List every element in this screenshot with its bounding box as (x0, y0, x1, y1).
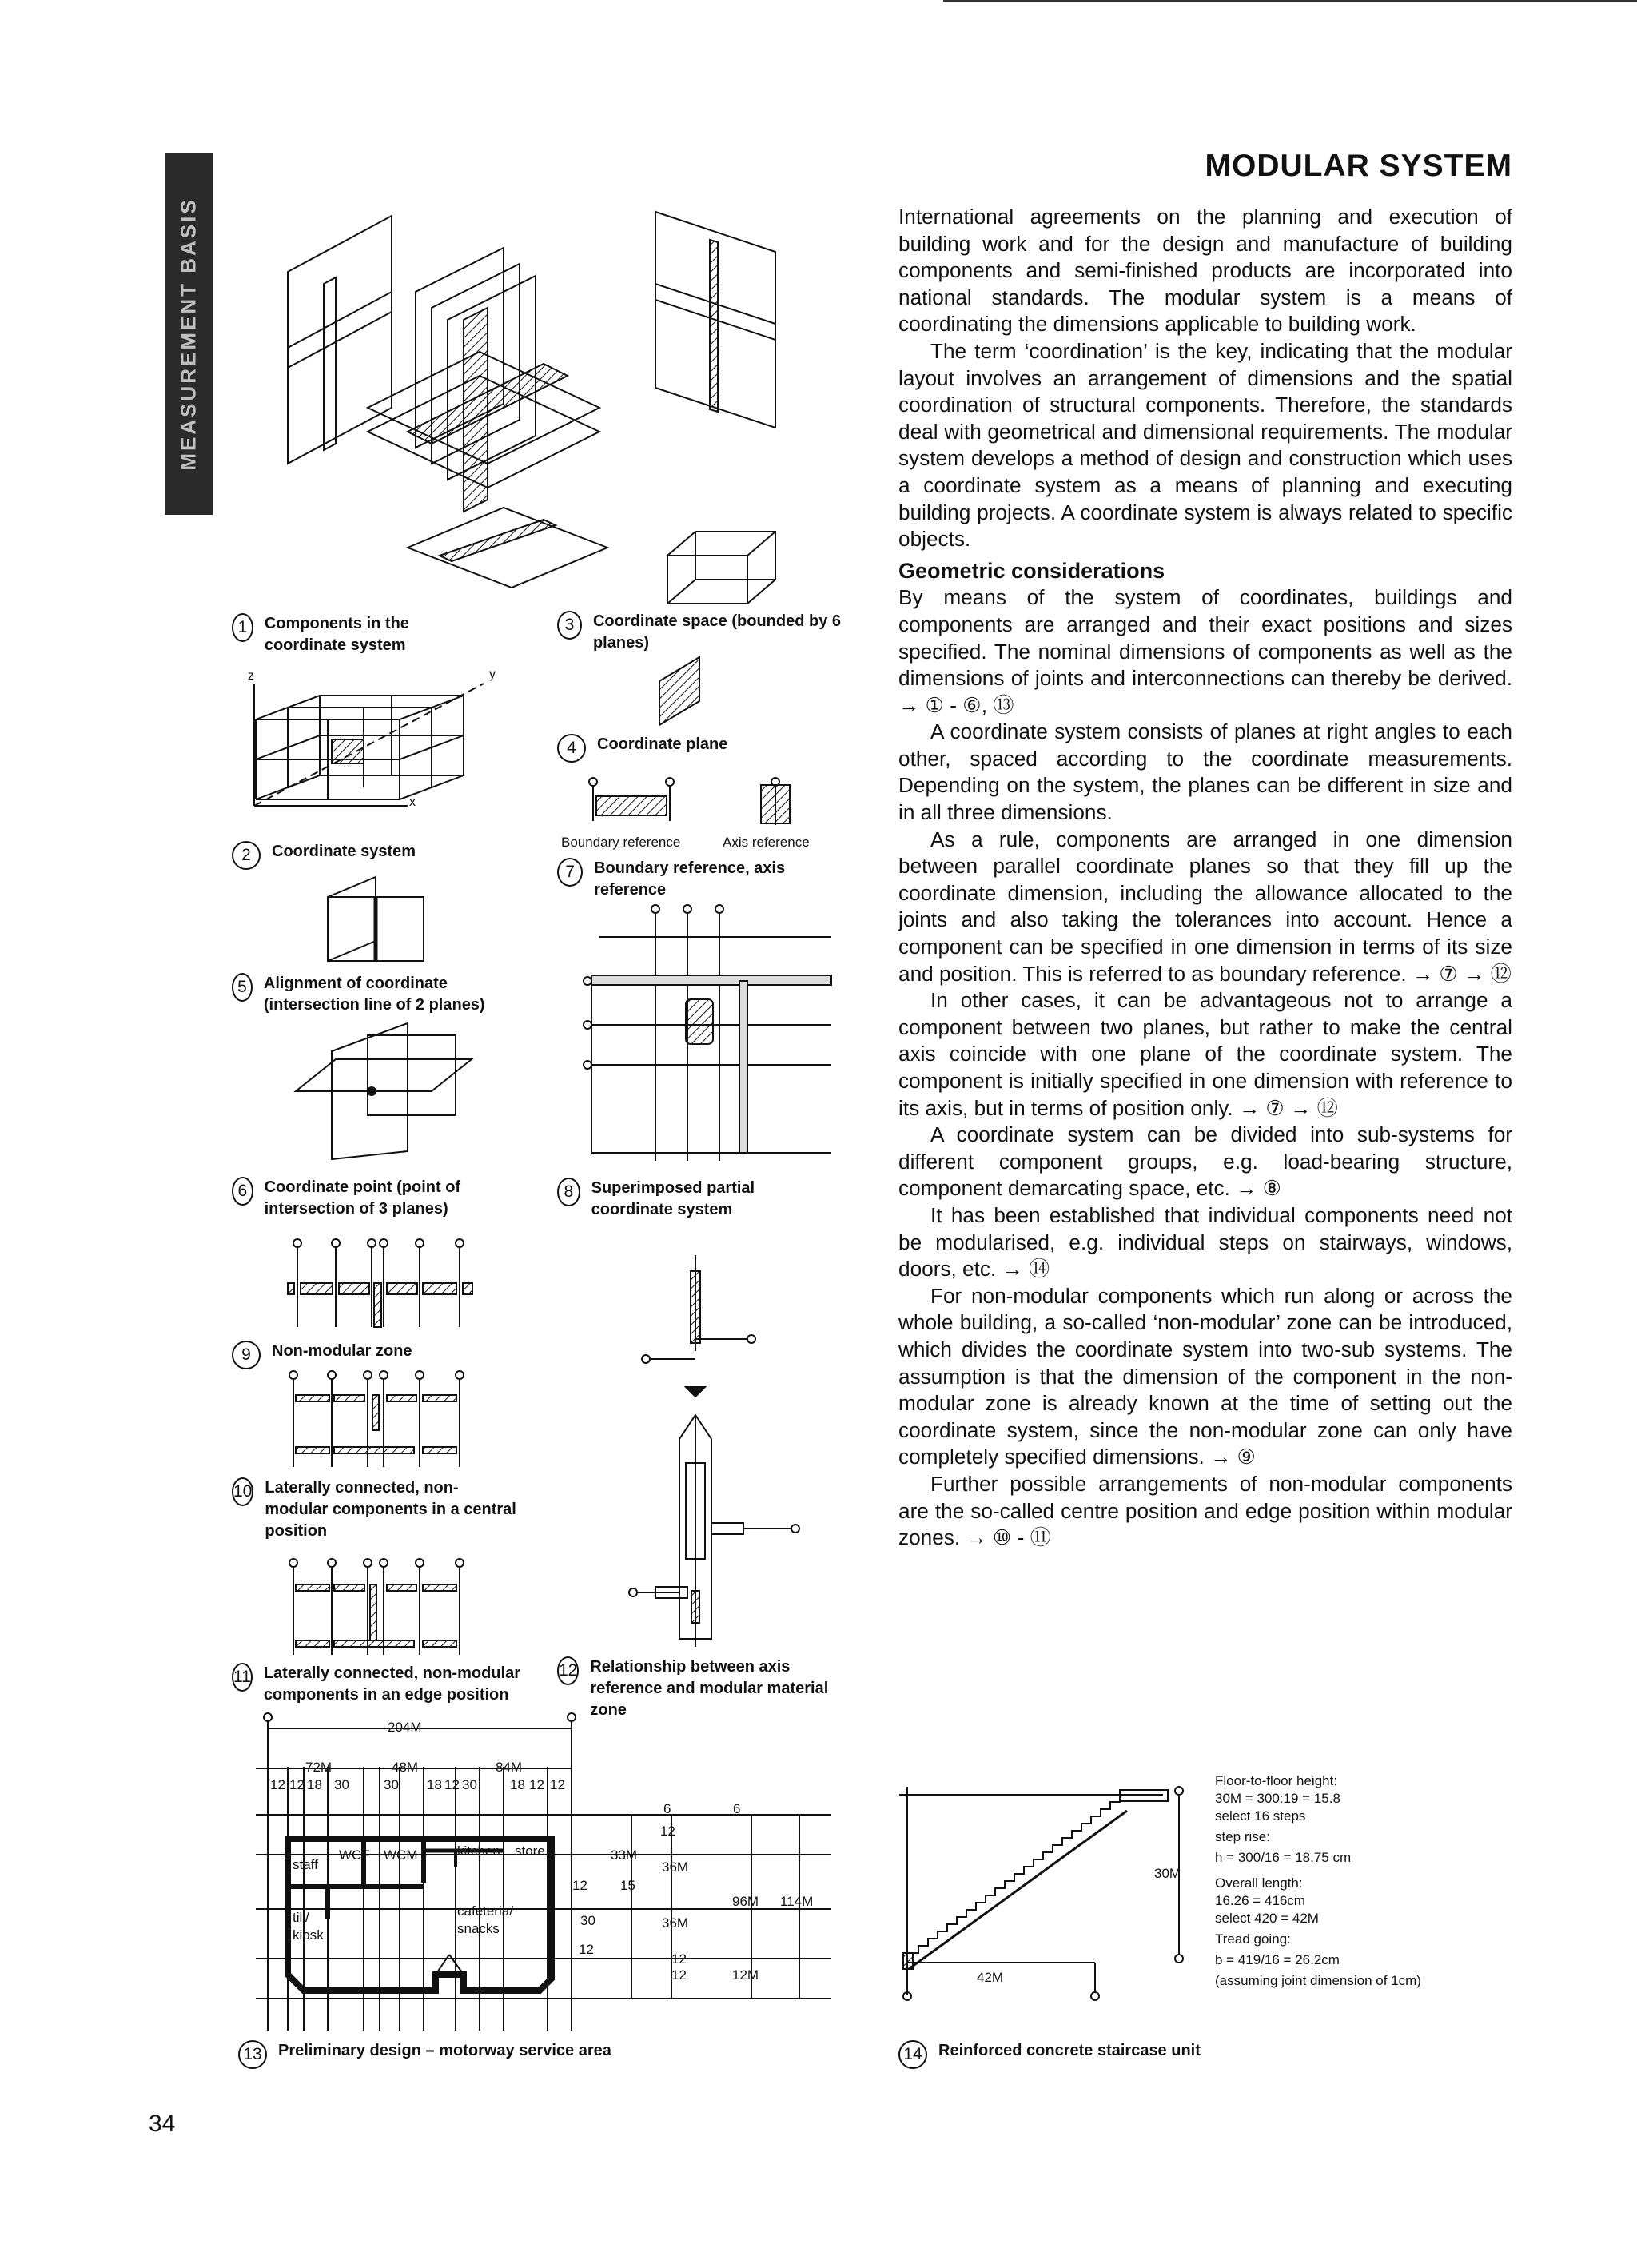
caption-text: Reinforced concrete staircase unit (938, 2042, 1201, 2059)
figure-9-drawing (288, 1239, 488, 1327)
dim-label: 84M (496, 1760, 523, 1775)
room-label: store (515, 1843, 545, 1859)
caption-text: Laterally connected, non-modular components in an edge position (263, 1664, 520, 1704)
figure-7-caption (557, 858, 829, 901)
section-heading: Geometric considerations (898, 558, 1165, 583)
x-axis-label: x (409, 795, 416, 809)
figure-5-caption (232, 973, 544, 1016)
figure-7-drawing (576, 777, 831, 841)
dim-label: 12 (671, 1951, 687, 1967)
figure-10-caption (232, 1477, 520, 1542)
paragraph: It has been established that individual components need not be modularised, e.g. individual steps on stairways, windows, doors, etc. → ⑭ (898, 1202, 1512, 1281)
section-tab (165, 153, 213, 515)
stair-height-label: 30M (1154, 1866, 1181, 1881)
caption-text: Coordinate space (bounded by 6 planes) (592, 612, 842, 652)
module-label: 18 (510, 1777, 525, 1792)
top-rule (943, 0, 1637, 2)
figure-8-caption (557, 1178, 829, 1221)
room-label: cafeteria/ snacks (457, 1903, 513, 1936)
boundary-reference-label: Boundary reference (561, 835, 681, 850)
figure-number: 3 (557, 611, 582, 640)
room-label: WCM (384, 1847, 418, 1863)
figure-number: 12 (557, 1656, 579, 1685)
figure-6-caption (232, 1177, 536, 1220)
dim-label: 6 (733, 1801, 741, 1816)
note-line: (assuming joint dimension of 1cm) (1215, 1973, 1421, 1988)
stair-length-label: 42M (977, 1970, 1004, 1985)
stair-notes (1215, 1772, 1455, 1990)
caption-text: Boundary reference, axis reference (594, 859, 786, 899)
section-tab-label: MEASUREMENT BASIS (176, 197, 201, 471)
dim-label: 12 (671, 1967, 687, 1983)
dim-label: 33M (611, 1847, 638, 1863)
dim-label: 12 (660, 1824, 675, 1839)
figure-4-caption (557, 734, 813, 763)
figure-8-drawing (568, 905, 831, 1169)
axis-reference-label: Axis reference (723, 835, 810, 850)
room-label: staff (293, 1857, 318, 1872)
note-line: b = 419/16 = 26.2cm (1215, 1952, 1340, 1967)
module-label: 12 (550, 1777, 565, 1792)
dim-label: 15 (620, 1878, 635, 1893)
figure-1-drawing (272, 204, 799, 604)
note-line: 16.26 = 416cm (1215, 1893, 1305, 1908)
body-text (898, 204, 1512, 1552)
page-number: 34 (149, 2111, 176, 2137)
caption-text: Non-modular zone (272, 1342, 412, 1360)
paragraph: Further possible arrangements of non-modular components are the so-called centre position and edge position within modular zones. → ⑩ - ⑪ (898, 1471, 1512, 1550)
caption-text: Relationship between axis reference and modular material zone (590, 1658, 829, 1719)
module-label: 12 (270, 1777, 285, 1792)
dim-label: 48M (392, 1760, 419, 1775)
figure-13-caption (238, 2040, 718, 2069)
module-label: 30 (334, 1777, 349, 1792)
paragraph: By means of the system of coordinates, buildings and components are arranged and their exact positions and sizes specified. The nominal dimensions of components as well as the dimensions of joints and interconnections can thereby be derived. → ① - ⑥, ⑬ (898, 585, 1512, 717)
note-line: select 420 = 42M (1215, 1911, 1319, 1926)
y-axis-label: y (489, 668, 496, 681)
z-axis-label: z (248, 669, 254, 683)
module-label: 18 (427, 1777, 442, 1792)
figure-13-plan (240, 1711, 831, 2031)
figure-number: 1 (232, 613, 253, 642)
room-label: till/ kiosk (293, 1910, 324, 1943)
caption-text: Components in the coordinate system (264, 615, 409, 654)
figure-6-drawing (288, 1019, 480, 1163)
dim-label: 12 (579, 1942, 594, 1957)
note-line: h = 300/16 = 18.75 cm (1215, 1850, 1352, 1865)
caption-text: Coordinate plane (597, 735, 728, 753)
note-line: step rise: (1215, 1829, 1270, 1844)
paragraph: A coordinate system can be divided into sub-systems for different component groups, e.g. load-bearing structure, component demarcating space, etc. → ⑧ (898, 1122, 1512, 1201)
caption-text: Alignment of coordinate (intersection line of 2 planes) (263, 975, 485, 1014)
figure-number: 13 (238, 2040, 267, 2069)
figure-10-drawing (284, 1371, 484, 1467)
dim-label: 36M (662, 1859, 689, 1875)
caption-text: Coordinate system (272, 843, 416, 860)
figure-2-caption (232, 841, 488, 870)
figure-11-drawing (284, 1559, 484, 1655)
figure-4-drawing (655, 657, 703, 729)
figure-number: 10 (232, 1477, 253, 1506)
dim-label: 12 (572, 1878, 587, 1893)
figure-2-drawing (240, 664, 496, 823)
note-line: Overall length: (1215, 1875, 1303, 1891)
note-line: select 16 steps (1215, 1808, 1306, 1824)
figure-1-caption (232, 613, 472, 656)
dim-label: 12M (732, 1967, 759, 1983)
note-line: Floor-to-floor height: (1215, 1773, 1338, 1788)
page-title: MODULAR SYSTEM (1205, 149, 1512, 183)
dim-label: 96M (732, 1894, 759, 1909)
figure-number: 11 (232, 1663, 253, 1692)
dim-label: 36M (662, 1915, 689, 1931)
paragraph: As a rule, components are arranged in one dimension between parallel coordinate planes so that they fill up the coordinate dimension, including the allowance allocated to the joints and also taking the tolerances into account. Hence a component can be specified in one dimension in terms of its size and position. This is referred to as boundary reference. → ⑦ → ⑫ (898, 827, 1512, 986)
figure-3-caption (557, 611, 853, 654)
figure-14-drawing (899, 1771, 1219, 2003)
dim-label: 204M (388, 1720, 422, 1735)
paragraph: International agreements on the planning and execution of building work and for the design and manufacture of building components and semi-finished products are incorporated into national standards. The modular system is a means of coordinating the dimensions applicable to building work. (898, 205, 1512, 337)
figure-9-caption (232, 1341, 536, 1369)
figure-number: 6 (232, 1177, 253, 1206)
dim-label: 114M (780, 1894, 814, 1909)
dim-label: 72M (305, 1760, 333, 1775)
module-label: 18 (307, 1777, 322, 1792)
note-line: Tread going: (1215, 1931, 1291, 1947)
figure-number: 14 (898, 2040, 927, 2069)
room-label: kitchen (457, 1843, 500, 1859)
caption-text: Superimposed partial coordinate system (591, 1179, 755, 1218)
figure-number: 7 (557, 858, 583, 887)
paragraph: In other cases, it can be advantageous not to arrange a component between two planes, but rather to make the central axis coincide with one plane of the coordinate system. The component is initially specified in one dimension with reference to its axis, but in terms of position only. → ⑦ → ⑫ (898, 988, 1512, 1120)
figure-5-drawing (312, 873, 432, 973)
figure-number: 9 (232, 1341, 261, 1369)
figure-11-caption (232, 1663, 536, 1706)
dim-label: 6 (663, 1801, 671, 1816)
paragraph: For non-modular components which run along or across the whole building, a so-called ‘non-modular’ zone can be introduced, which divides the coordinate system into two-sub systems. The assumption is that the dimension of the component in the non-modular zone is already known at the time of setting out the coordinate system, since the non-modular zone can only have completely specified dimensions. → ⑨ (898, 1283, 1512, 1469)
figure-12-drawing (623, 1247, 807, 1655)
figure-number: 2 (232, 841, 261, 870)
note-line: 30M = 300:19 = 15.8 (1215, 1791, 1340, 1806)
module-label: 30 (384, 1777, 399, 1792)
module-label: 12 (289, 1777, 305, 1792)
caption-text: Preliminary design – motorway service area (278, 2042, 611, 2059)
dim-label: 30 (580, 1913, 595, 1928)
module-label: 30 (462, 1777, 477, 1792)
figure-number: 4 (557, 734, 586, 763)
module-label: 12 (444, 1777, 460, 1792)
figure-number: 5 (232, 973, 253, 1002)
caption-text: Coordinate point (point of intersection of 3 planes) (264, 1178, 461, 1218)
figure-14-caption (898, 2040, 1298, 2069)
module-label: 12 (529, 1777, 544, 1792)
room-label: WCF (339, 1847, 370, 1863)
caption-text: Laterally connected, non-modular components in a central position (265, 1479, 516, 1540)
paragraph: A coordinate system consists of planes at right angles to each other, spaced according to the coordinate measurements. Depending on the system, the planes can be different in size and in all three dimensions. (898, 719, 1512, 825)
paragraph: The term ‘coordination’ is the key, indicating that the modular layout involves an arrangement of dimensions and the spatial coordination of structural components. Therefore, the standards deal with geometrical and dimensional requirements. The modular system develops a method of design and construction which uses a coordinate system as a means of planning and executing building projects. A coordinate system is always related to specific objects. (898, 338, 1512, 552)
figure-number: 8 (557, 1178, 580, 1206)
